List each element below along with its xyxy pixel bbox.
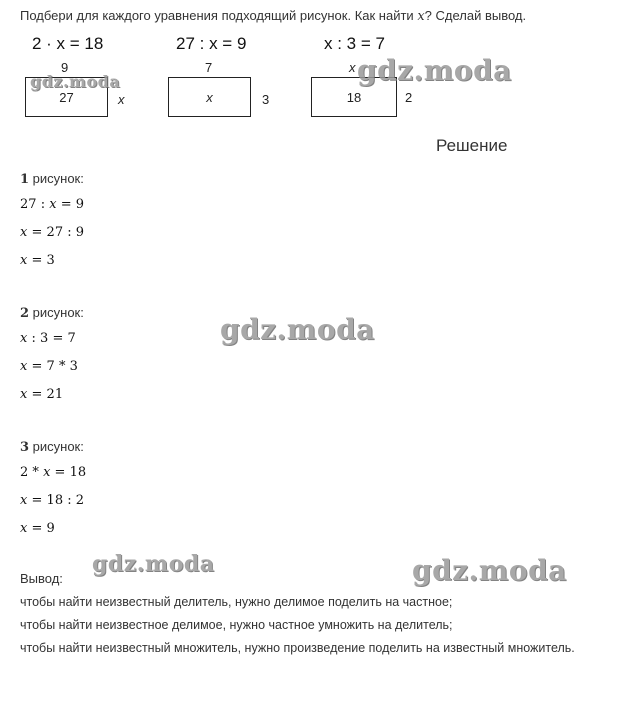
watermark-logo: gdz.moda xyxy=(30,72,121,91)
figure-2-top-label: 7 xyxy=(205,60,213,75)
figure-3-top-label: x xyxy=(349,60,356,75)
solution-3-line-3: x = 9 xyxy=(20,521,55,536)
solution-1-word: рисунок: xyxy=(29,171,84,186)
solution-2-line-1: x : 3 = 7 xyxy=(20,331,76,346)
solution-3-word: рисунок: xyxy=(29,439,84,454)
solution-1-line-1: 27 : x = 9 xyxy=(20,197,85,212)
task-text: Подбери для каждого уравнения подходящий рисунок. Как найти xyxy=(20,8,418,23)
solution-3-number: 3 xyxy=(20,440,30,455)
figure-2-inside-label: x xyxy=(206,89,213,105)
figure-1-inside-label: 27 xyxy=(59,89,74,105)
conclusion-label: Вывод: xyxy=(20,571,63,586)
solution-2-line-2: x = 7 * 3 xyxy=(20,359,78,374)
solution-1-line-2: x = 27 : 9 xyxy=(20,225,85,240)
conclusion-line-3: чтобы найти неизвестный множитель, нужно произведение поделить на известный множитель. xyxy=(20,641,575,655)
watermark-logo: gdz.moda xyxy=(220,313,375,346)
equation-1: 2 · x = 18 xyxy=(32,34,104,53)
solution-1-line-3: x = 3 xyxy=(20,253,55,268)
figure-2-side-label: 3 xyxy=(262,92,270,107)
solution-3-line-1: 2 * x = 18 xyxy=(20,465,87,480)
solution-3-label xyxy=(20,439,84,455)
solution-1-label xyxy=(20,171,84,187)
conclusion-line-1: чтобы найти неизвестный делитель, нужно делимое поделить на частное; xyxy=(20,595,453,609)
conclusion-line-2: чтобы найти неизвестное делимое, нужно частное умножить на делитель; xyxy=(20,618,453,632)
figure-2-rectangle xyxy=(168,77,251,117)
solution-2-line-3: x = 21 xyxy=(20,387,64,402)
solution-heading: Решение xyxy=(436,136,508,155)
equation-3: x : 3 = 7 xyxy=(324,34,385,53)
solution-2-word: рисунок: xyxy=(29,305,84,320)
solution-2-label xyxy=(20,305,84,321)
figure-3-inside-label: 18 xyxy=(346,89,362,105)
task-text-end: ? Сделай вывод. xyxy=(424,8,527,23)
solution-3-line-2: x = 18 : 2 xyxy=(20,493,85,508)
watermark-logo: gdz.moda xyxy=(357,54,512,87)
task-statement xyxy=(20,8,526,24)
task-variable: x xyxy=(417,9,425,24)
watermark-logo: gdz.moda xyxy=(92,551,215,577)
watermark-logo: gdz.moda xyxy=(412,554,567,587)
equation-2: 27 : x = 9 xyxy=(176,34,247,53)
figure-1-top-label: 9 xyxy=(61,60,69,75)
solution-2-number: 2 xyxy=(20,306,30,321)
solution-1-number: 1 xyxy=(20,172,30,187)
figure-1-side-label: x xyxy=(118,92,125,107)
figure-3-side-label: 2 xyxy=(405,90,413,105)
